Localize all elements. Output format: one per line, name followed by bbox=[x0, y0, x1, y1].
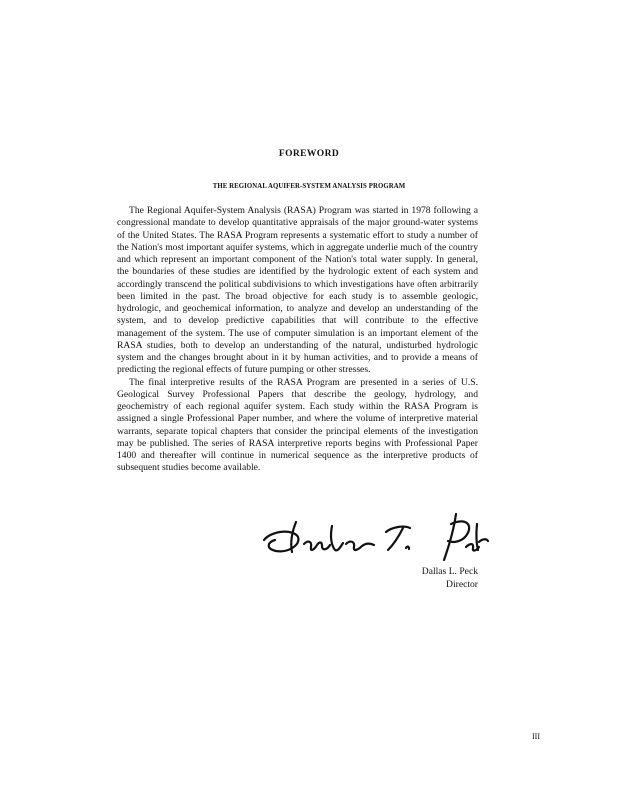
signatory-name: Dallas L. Peck bbox=[421, 566, 478, 577]
paragraph-1: The Regional Aquifer-System Analysis (RASA) Program was started in 1978 following a congressional mandate to develop quantitative appraisals of the major ground-water systems of the United States. The RASA Program represents a systematic effort to study a number of the Nation's most important aquifer systems, which in aggregate underlie much of the country and which represent an important component of the Nation's total water supply. In general, the boundaries of these studies are identified by the hydrologic extent of each system and accordingly transcend the political subdivisions to which investigations have often arbitrarily been limited in the past. The broad objective for each study is to assemble geologic, hydrologic, and geochemical information, to analyze and develop an understanding of the system, and to develop predictive capabilities that will contribute to the effective management of the system. The use of computer simulation is an important element of the RASA studies, both to develop an understanding of the natural, undisturbed hydrologic system and the changes brought about in it by human activities, and to provide a means of predicting the regional effects of future pumping or other stresses. bbox=[117, 205, 478, 376]
section-subtitle: THE REGIONAL AQUIFER-SYSTEM ANALYSIS PROGRAM bbox=[212, 183, 406, 190]
paragraph-2: The final interpretive results of the RASA Program are presented in a series of U.S. Geological Survey Professional Papers that describe the geology, hydrology, and geochemistry of each regional aquifer system. Each study within the RASA Program is assigned a single Professional Paper number, and where the volume of interpretive material warrants, separate topical chapters that consider the principal elements of the investigation may be published. The series of RASA interpretive reports begins with Professional Paper 1400 and thereafter will continue in numerical sequence as the interpretive products of subsequent studies become available. bbox=[117, 376, 478, 474]
handwritten-signature bbox=[258, 510, 490, 568]
page-title: FOREWORD bbox=[278, 149, 340, 159]
page-number: III bbox=[532, 732, 540, 741]
foreword-body bbox=[117, 205, 478, 475]
signatory-title: Director bbox=[446, 578, 478, 590]
signatory-block bbox=[380, 566, 478, 591]
